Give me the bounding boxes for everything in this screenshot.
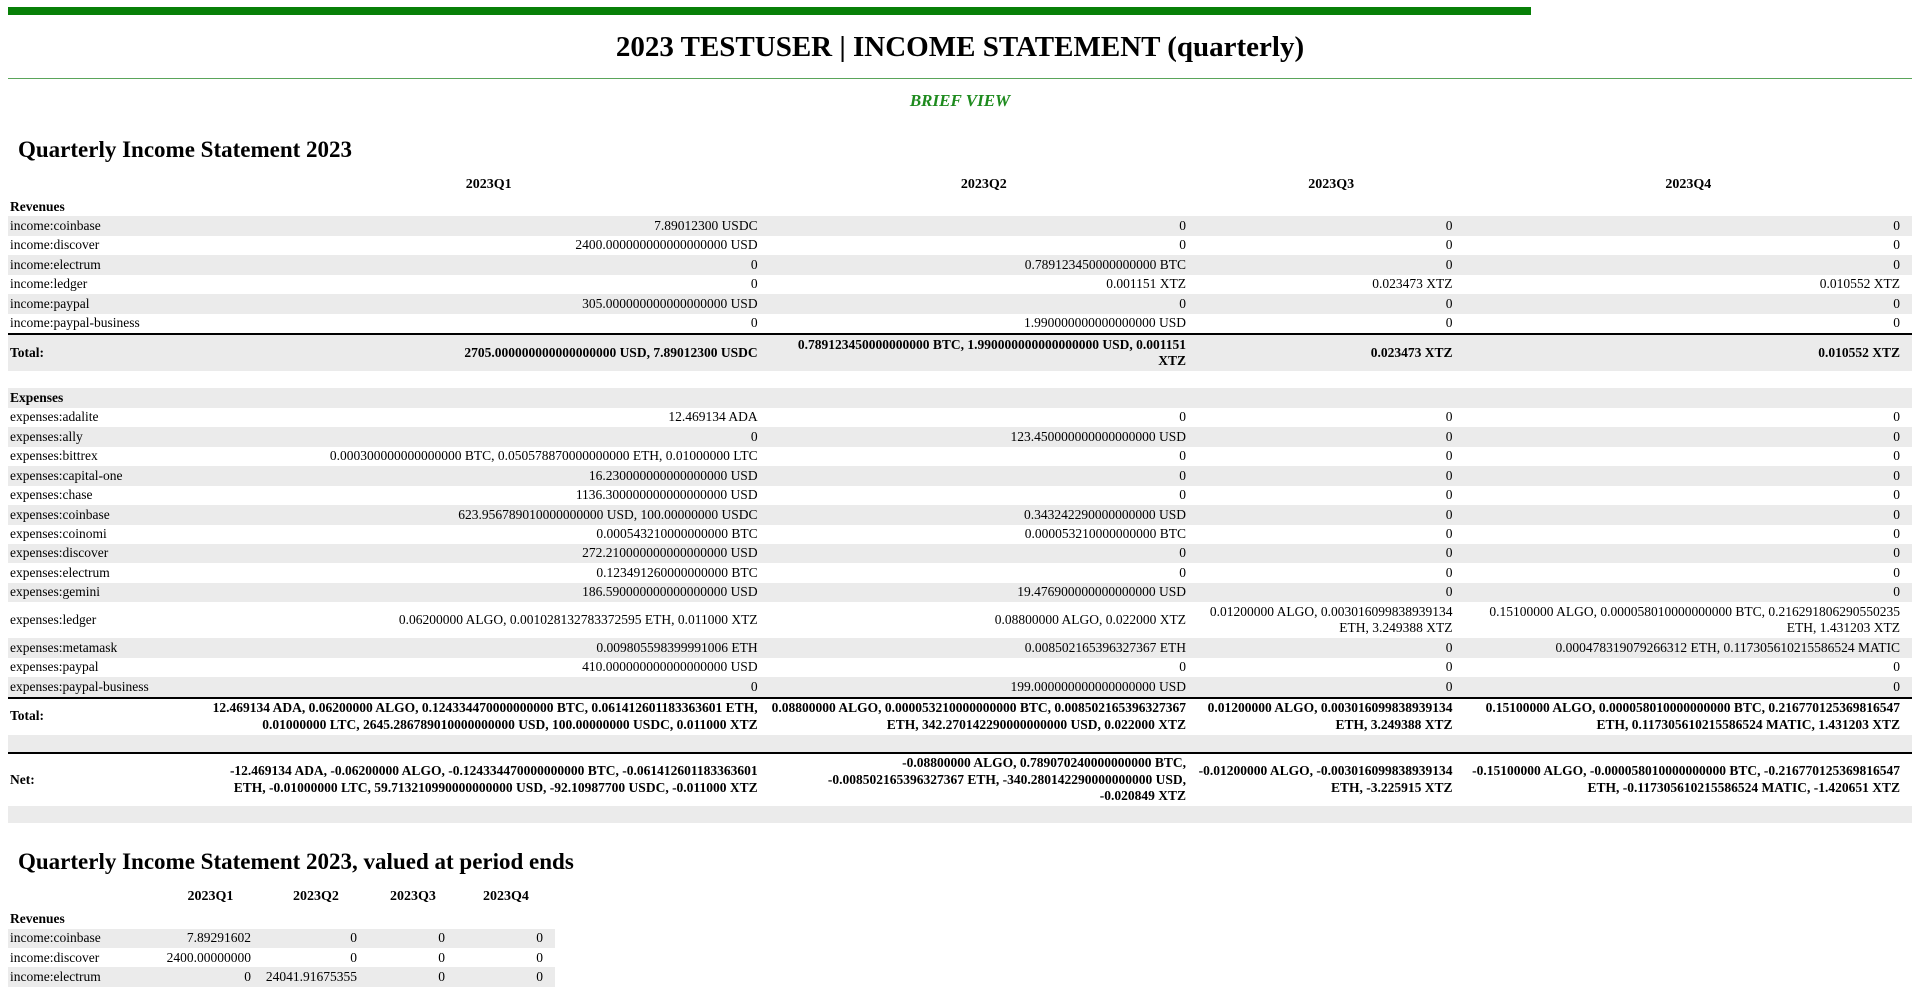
value-cell: 16.230000000000000000 USD xyxy=(588,467,758,483)
account-row xyxy=(8,466,1912,485)
value-cell: 0.009805598399991006 ETH xyxy=(596,639,758,655)
section-row xyxy=(8,197,1912,216)
spacer-cell xyxy=(8,806,1912,823)
value-cell: 0.08800000 ALGO, 0.000053210000000000 BTC, 0.008502165396327367 ETH, 342.270142290000000000 USD, 0.022000 XTZ xyxy=(771,700,1186,732)
account-row xyxy=(8,427,1912,446)
section-label: Revenues xyxy=(10,198,65,214)
value-cell: 0 xyxy=(1893,256,1900,272)
value-cell: 0.000053210000000000 BTC xyxy=(1024,526,1186,541)
value-cell: 0 xyxy=(1893,409,1900,425)
value-cell: 0.15100000 ALGO, 0.000058010000000000 BTC, 0.216291806290550235 ETH, 1.431203 XTZ xyxy=(1489,603,1900,636)
column-header-blank xyxy=(8,887,158,909)
value-cell: 0 xyxy=(1893,295,1900,311)
column-header-blank xyxy=(8,175,208,197)
value-cell: 0 xyxy=(350,949,357,965)
account-row xyxy=(8,583,1912,602)
value-cell: 12.469134 ADA xyxy=(668,409,758,425)
value-cell: 186.590000000000000000 USD xyxy=(582,584,758,600)
value-cell: 0 xyxy=(1179,487,1186,503)
value-cell: -12.469134 ADA, -0.06200000 ALGO, -0.124334470000000000 BTC, -0.061412601183363601 ETH, -0.01000000 LTC, 59.713210990000000000 USD, -92.10987700 USDC, -0.011000 XTZ xyxy=(208,753,770,806)
value-cell: 0.123491260000000000 BTC xyxy=(596,564,758,580)
value-cell: 0.08800000 ALGO, 0.022000 XTZ xyxy=(994,612,1186,628)
account-row xyxy=(8,447,1912,466)
value-cell: 0 xyxy=(1445,487,1453,503)
value-cell: 2400.00000000 xyxy=(166,949,251,965)
row-label: Total: xyxy=(10,708,45,724)
valued-statement-heading: Quarterly Income Statement 2023, valued at period ends xyxy=(18,849,574,875)
account-name: expenses:coinbase xyxy=(10,506,110,522)
value-cell: 0 xyxy=(1179,545,1186,561)
value-cell: 0 xyxy=(1893,448,1900,464)
value-cell: 305.000000000000000000 USD xyxy=(582,295,758,311)
account-name: income:coinbase xyxy=(10,217,101,233)
value-cell: 0 xyxy=(1893,526,1900,541)
value-cell: 0 xyxy=(1445,315,1453,331)
value-cell: 0 xyxy=(1893,467,1900,483)
value-cell: 0 xyxy=(536,930,543,946)
spacer-row xyxy=(8,371,1912,388)
value-cell: 0.000300000000000000 BTC, 0.050578870000000000 ETH, 0.01000000 LTC xyxy=(329,448,758,464)
value-cell: 0 xyxy=(1893,428,1900,444)
value-cell: 0 xyxy=(1445,545,1453,561)
valued-income-statement-table xyxy=(8,887,555,987)
column-header-row xyxy=(8,887,555,909)
value-cell: 0 xyxy=(1445,659,1453,675)
value-cell: 0 xyxy=(750,428,758,444)
value-cell: 0 xyxy=(1445,409,1453,425)
value-cell: 0 xyxy=(1465,677,1912,697)
account-row xyxy=(8,408,1912,427)
value-cell: 0 xyxy=(1893,315,1900,331)
value-cell: 0 xyxy=(1445,448,1453,464)
value-cell: 24041.91675355 xyxy=(265,968,357,984)
value-cell: 2400.000000000000000000 USD xyxy=(575,237,758,253)
account-row xyxy=(8,948,555,967)
account-name: expenses:discover xyxy=(10,545,109,561)
section-label: Expenses xyxy=(10,389,64,405)
value-cell: 0 xyxy=(1445,237,1453,253)
account-row xyxy=(8,294,1912,313)
value-cell: 0.15100000 ALGO, 0.000058010000000000 BTC, 0.216770125369816547 ETH, 0.117305610215586524 MATIC, 1.431203 XTZ xyxy=(1485,700,1900,732)
value-cell: 1136.300000000000000000 USD xyxy=(575,487,758,503)
value-cell: 0 xyxy=(1198,677,1465,697)
value-cell: -0.08800000 ALGO, 0.789070240000000000 BTC, -0.008502165396327367 ETH, -340.280142290000000000 USD, -0.020849 XTZ xyxy=(770,753,1198,806)
account-name: expenses:coinomi xyxy=(10,526,107,541)
value-cell: 0.023473 XTZ xyxy=(1198,334,1465,371)
account-name: expenses:electrum xyxy=(10,564,110,580)
value-cell: 0 xyxy=(1179,448,1186,464)
value-cell: 0.010552 XTZ xyxy=(1465,334,1912,371)
account-name: expenses:chase xyxy=(10,487,93,503)
account-name: expenses:ally xyxy=(10,428,83,444)
value-cell: 0 xyxy=(1445,506,1453,522)
account-row xyxy=(8,677,1912,697)
account-row xyxy=(8,638,1912,657)
value-cell: 0 xyxy=(1179,217,1186,233)
column-header: 2023Q2 xyxy=(960,177,1007,192)
view-mode-label: BRIEF VIEW xyxy=(909,91,1011,110)
account-row xyxy=(8,525,1912,544)
account-name: income:electrum xyxy=(10,968,101,984)
account-name: expenses:bittrex xyxy=(10,448,98,464)
value-cell: 12.469134 ADA, 0.06200000 ALGO, 0.124334470000000000 BTC, 0.061412601183363601 ETH, 0.01000000 LTC, 2645.286789010000000000 USD, 100.00000000 USDC, 0.011000 XTZ xyxy=(212,700,758,732)
top-accent-bar xyxy=(8,7,1531,15)
value-cell: 0 xyxy=(1893,659,1900,675)
account-name: income:ledger xyxy=(10,276,88,292)
quarterly-income-statement-table xyxy=(8,175,1912,823)
value-cell: 199.000000000000000000 USD xyxy=(770,677,1198,697)
value-cell: 0 xyxy=(750,276,758,292)
account-row xyxy=(8,544,1912,563)
row-label: Net: xyxy=(8,753,208,806)
spacer-cell xyxy=(8,735,1912,753)
value-cell: -0.01200000 ALGO, -0.003016099838939134 ETH, -3.225915 XTZ xyxy=(1198,753,1465,806)
value-cell: 0.06200000 ALGO, 0.001028132783372595 ETH, 0.011000 XTZ xyxy=(398,612,758,628)
account-name: expenses:ledger xyxy=(10,612,97,628)
column-header: 2023Q4 xyxy=(1665,177,1712,192)
value-cell: 0 xyxy=(1179,659,1186,675)
value-cell: 19.476900000000000000 USD xyxy=(1017,584,1186,600)
value-cell: 0 xyxy=(1179,564,1186,580)
account-name: income:electrum xyxy=(10,256,101,272)
value-cell: 0 xyxy=(1893,217,1900,233)
value-cell: 0 xyxy=(438,930,445,946)
spacer-row xyxy=(8,806,1912,823)
value-cell: 0 xyxy=(1179,467,1186,483)
account-name: income:paypal-business xyxy=(10,315,140,331)
value-cell: 272.210000000000000000 USD xyxy=(582,545,758,561)
account-row xyxy=(8,658,1912,677)
value-cell: -0.15100000 ALGO, -0.000058010000000000 BTC, -0.216770125369816547 ETH, -0.117305610215586524 MATIC, -1.420651 XTZ xyxy=(1465,753,1912,806)
value-cell: 0.000478319079266312 ETH, 0.117305610215586524 MATIC xyxy=(1555,639,1900,655)
column-header: 2023Q1 xyxy=(465,177,512,192)
account-row xyxy=(8,314,1912,334)
value-cell: 123.450000000000000000 USD xyxy=(1010,428,1186,444)
value-cell: 0 xyxy=(1445,564,1453,580)
account-name: expenses:adalite xyxy=(10,409,99,425)
value-cell: 0 xyxy=(1445,584,1453,600)
value-cell: 0 xyxy=(244,968,251,984)
value-cell: 0 xyxy=(1893,584,1900,600)
net-row xyxy=(8,753,1912,806)
account-row xyxy=(8,275,1912,294)
value-cell: 0 xyxy=(1445,467,1453,483)
account-name: expenses:paypal xyxy=(10,659,99,675)
column-header: 2023Q2 xyxy=(293,889,339,905)
value-cell: 0 xyxy=(750,315,758,331)
title-divider xyxy=(8,78,1912,79)
value-cell: 0 xyxy=(1445,428,1453,444)
value-cell: 1.990000000000000000 USD xyxy=(1023,315,1186,331)
value-cell: 0.01200000 ALGO, 0.003016099838939134 ETH, 3.249388 XTZ xyxy=(1209,603,1453,636)
value-cell: 7.89012300 USDC xyxy=(654,217,758,233)
value-cell: 0 xyxy=(1179,237,1186,253)
account-row xyxy=(8,505,1912,524)
account-row xyxy=(8,486,1912,505)
account-name: expenses:paypal-business xyxy=(8,677,208,697)
value-cell: 0 xyxy=(438,968,445,984)
spacer-cell xyxy=(8,371,1912,388)
value-cell: 0.789123450000000000 BTC, 1.990000000000000000 USD, 0.001151 XTZ xyxy=(770,334,1198,371)
column-header: 2023Q4 xyxy=(483,889,529,905)
value-cell: 0.343242290000000000 USD xyxy=(1023,506,1186,522)
section-label: Revenues xyxy=(10,910,65,926)
account-name: expenses:metamask xyxy=(10,639,118,655)
value-cell: 0 xyxy=(1445,295,1453,311)
value-cell: 0 xyxy=(1179,409,1186,425)
total-row xyxy=(8,334,1912,371)
account-name: income:discover xyxy=(10,237,100,253)
value-cell: 0 xyxy=(1893,564,1900,580)
account-row xyxy=(8,602,1912,638)
row-label: Total: xyxy=(8,334,208,371)
value-cell: 0 xyxy=(1445,256,1453,272)
account-row xyxy=(8,967,555,986)
value-cell: 410.000000000000000000 USD xyxy=(582,659,758,675)
value-cell: 0 xyxy=(750,256,758,272)
account-row xyxy=(8,255,1912,274)
column-header: 2023Q3 xyxy=(1308,177,1355,192)
value-cell: 0 xyxy=(1893,487,1900,503)
value-cell: 0.01200000 ALGO, 0.003016099838939134 ETH, 3.249388 XTZ xyxy=(1207,700,1453,732)
value-cell: 0 xyxy=(1445,639,1453,655)
account-name: income:coinbase xyxy=(10,930,101,946)
statement-heading: Quarterly Income Statement 2023 xyxy=(18,137,353,162)
section-row xyxy=(8,388,1912,407)
value-cell: 0 xyxy=(1893,545,1900,561)
value-cell: 0.023473 XTZ xyxy=(1372,276,1453,292)
value-cell: 0.789123450000000000 BTC xyxy=(1024,256,1186,272)
column-header: 2023Q3 xyxy=(390,889,436,905)
account-row xyxy=(8,563,1912,582)
account-row xyxy=(8,929,555,948)
page-title: 2023 TESTUSER | INCOME STATEMENT (quarterly) xyxy=(615,31,1305,63)
value-cell: 0 xyxy=(1445,217,1453,233)
spacer-row xyxy=(8,735,1912,753)
value-cell: 0 xyxy=(208,677,770,697)
total-row xyxy=(8,698,1912,735)
value-cell: 2705.000000000000000000 USD, 7.89012300 USDC xyxy=(208,334,770,371)
value-cell: 0 xyxy=(1445,526,1453,541)
value-cell: 0.010552 XTZ xyxy=(1819,276,1900,292)
account-row xyxy=(8,236,1912,255)
value-cell: 0 xyxy=(536,949,543,965)
value-cell: 0.001151 XTZ xyxy=(1106,276,1186,292)
value-cell: 7.89291602 xyxy=(186,930,251,946)
value-cell: 0 xyxy=(438,949,445,965)
value-cell: 0 xyxy=(536,968,543,984)
account-name: income:paypal xyxy=(10,295,90,311)
value-cell: 0.000543210000000000 BTC xyxy=(596,526,758,541)
value-cell: 623.956789010000000000 USD, 100.00000000 USDC xyxy=(458,506,758,522)
value-cell: 0 xyxy=(1893,506,1900,522)
value-cell: 0 xyxy=(1893,237,1900,253)
account-name: expenses:gemini xyxy=(10,584,100,600)
account-name: income:discover xyxy=(10,949,100,965)
value-cell: 0 xyxy=(350,930,357,946)
account-row xyxy=(8,216,1912,235)
account-name: expenses:capital-one xyxy=(10,467,123,483)
value-cell: 0 xyxy=(1179,295,1186,311)
section-row xyxy=(8,909,555,928)
value-cell: 0.008502165396327367 ETH xyxy=(1024,639,1186,655)
column-header-row xyxy=(8,175,1912,197)
column-header: 2023Q1 xyxy=(187,889,234,905)
